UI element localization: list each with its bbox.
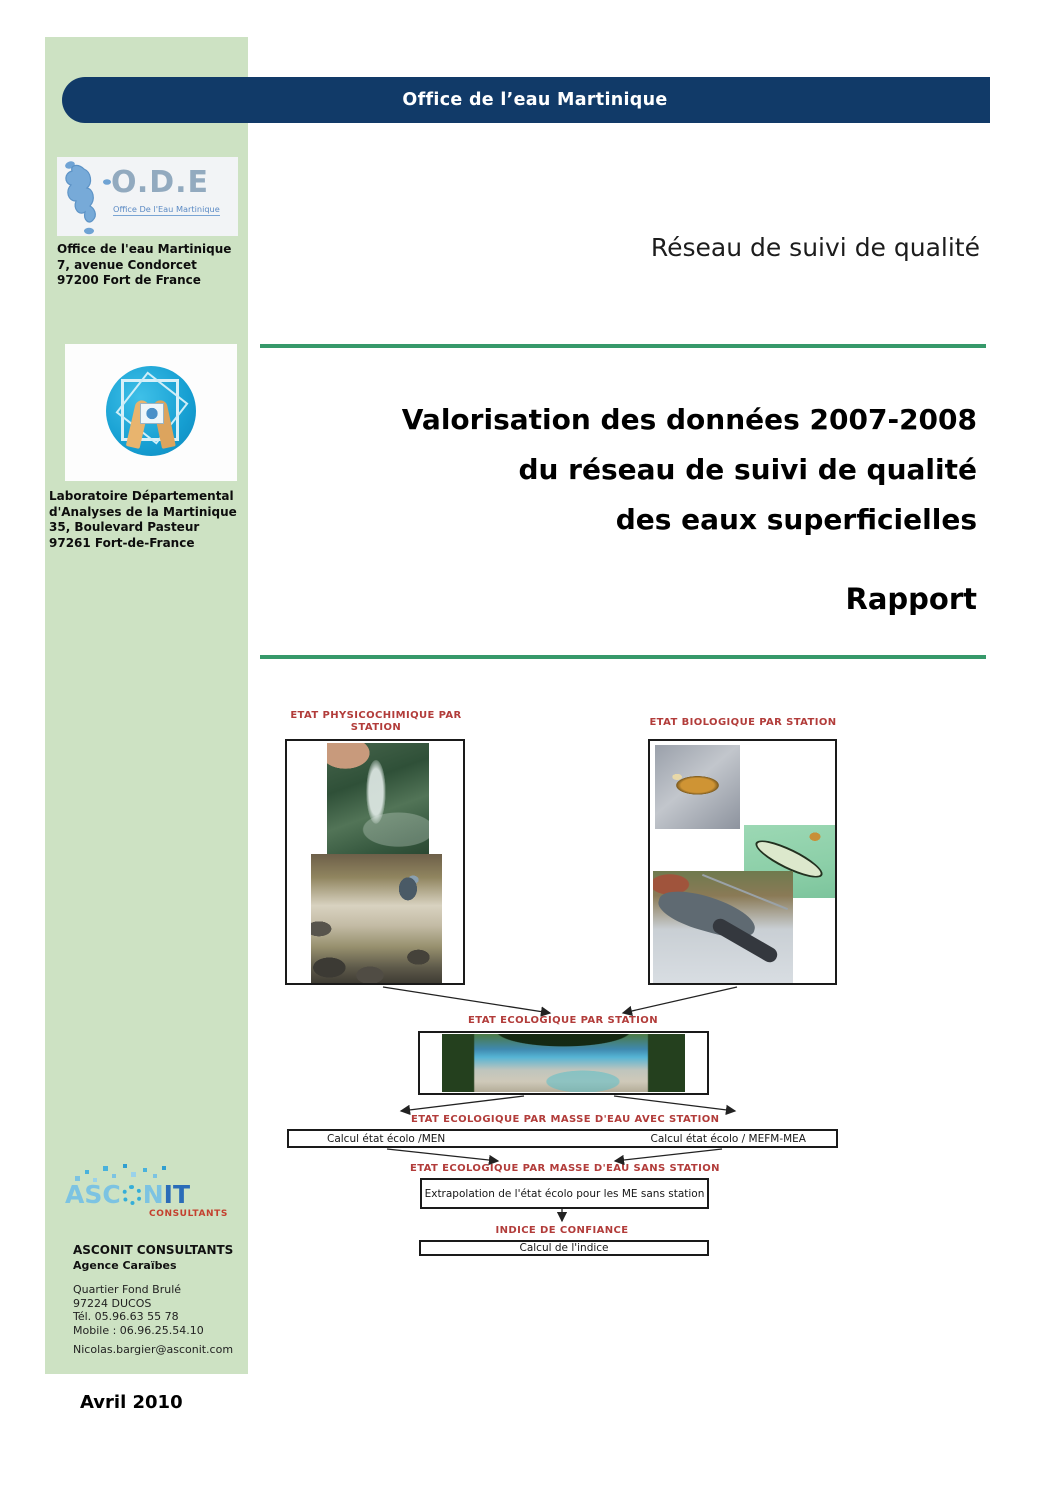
asconit-name: ASCONIT CONSULTANTS [73,1243,234,1257]
photo-crayfish [653,871,793,983]
me-sans-label: ETAT ECOLOGIQUE PAR MASSE D'EAU SANS STATION [410,1163,720,1174]
lab-logo-icon [106,366,196,456]
address-line: 97261 Fort-de-France [49,535,195,550]
report-title-line: du réseau de suivi de qualité [518,453,977,486]
me-avec-label: ETAT ECOLOGIQUE PAR MASSE D'EAU AVEC STATION [411,1114,720,1125]
photo-stream-survey [311,854,442,983]
physico-label: ETAT PHYSICOCHIMIQUE PAR STATION [290,710,462,733]
calc-box [287,1129,838,1148]
report-title-line: des eaux superficielles [615,503,977,536]
lab-address [49,489,237,551]
network-subtitle: Réseau de suivi de qualité [650,233,980,262]
address-line: Quartier Fond Brulé [73,1283,182,1296]
ode-address [57,242,231,289]
calc-mefm-text: Calcul état écolo / MEFM-MEA [650,1132,806,1145]
header-title: Office de l’eau Martinique [402,90,668,110]
indice-box [419,1240,709,1256]
address-line: Mobile : 06.96.25.54.10 [73,1323,204,1337]
header-bar [62,77,990,123]
photo-macroinvertebrate [655,745,740,829]
asconit-email: Nicolas.bargier@asconit.com [73,1343,234,1356]
martinique-island-icon [62,159,114,237]
green-rule-top [260,344,986,348]
address-line: 7, avenue Condorcet [57,257,197,272]
green-rule-bottom [260,655,986,659]
physico-box [285,739,465,985]
asconit-address [73,1283,204,1337]
asconit-n-text: N [142,1180,164,1209]
indice-label: INDICE DE CONFIANCE [495,1225,629,1236]
report-date: Avril 2010 [80,1392,183,1413]
report-title [300,395,977,545]
ode-logo [57,157,238,236]
address-line: Office de l'eau Martinique [57,242,232,256]
address-line: 97200 Fort de France [57,273,201,287]
lab-sample-icon [140,403,164,424]
calc-men-text: Calcul état écolo /MEN [327,1132,446,1145]
asconit-o-icon [122,1185,142,1205]
eco-station-label: ETAT ECOLOGIQUE PAR STATION [468,1015,658,1026]
bio-label: ETAT BIOLOGIQUE PAR STATION [649,717,837,728]
address-line: Laboratoire Départemental [49,489,234,503]
photo-water-sampling [327,743,429,854]
report-title-line: Valorisation des données 2007-2008 [401,403,977,436]
asconit-logo [65,1164,230,1222]
asconit-wordmark [65,1180,190,1209]
extrapolation-box [420,1178,709,1209]
ode-caption: Office De l'Eau Martinique [113,204,220,214]
address-line: 35, Boulevard Pasteur [49,520,200,534]
asconit-consultants-text: CONSULTANTS [149,1209,228,1219]
address-line: Tél. 05.96.63 55 78 [73,1310,179,1323]
lab-logo [65,344,237,481]
ode-acronym: O.D.E [111,165,210,200]
indice-text: Calcul de l'indice [519,1242,609,1254]
asconit-it-text: IT [163,1180,190,1209]
bio-box [648,739,837,985]
asconit-asc-text: ASC [65,1180,121,1209]
address-line: 97224 DUCOS [73,1296,152,1310]
eco-station-box [418,1031,709,1095]
document-type: Rapport [845,582,977,616]
address-line: d'Analyses de la Martinique [49,504,237,519]
photo-river-mouth [442,1034,685,1092]
asconit-agency: Agence Caraïbes [73,1259,177,1272]
extrapolation-text: Extrapolation de l'état écolo pour les ME sans station [424,1187,705,1200]
